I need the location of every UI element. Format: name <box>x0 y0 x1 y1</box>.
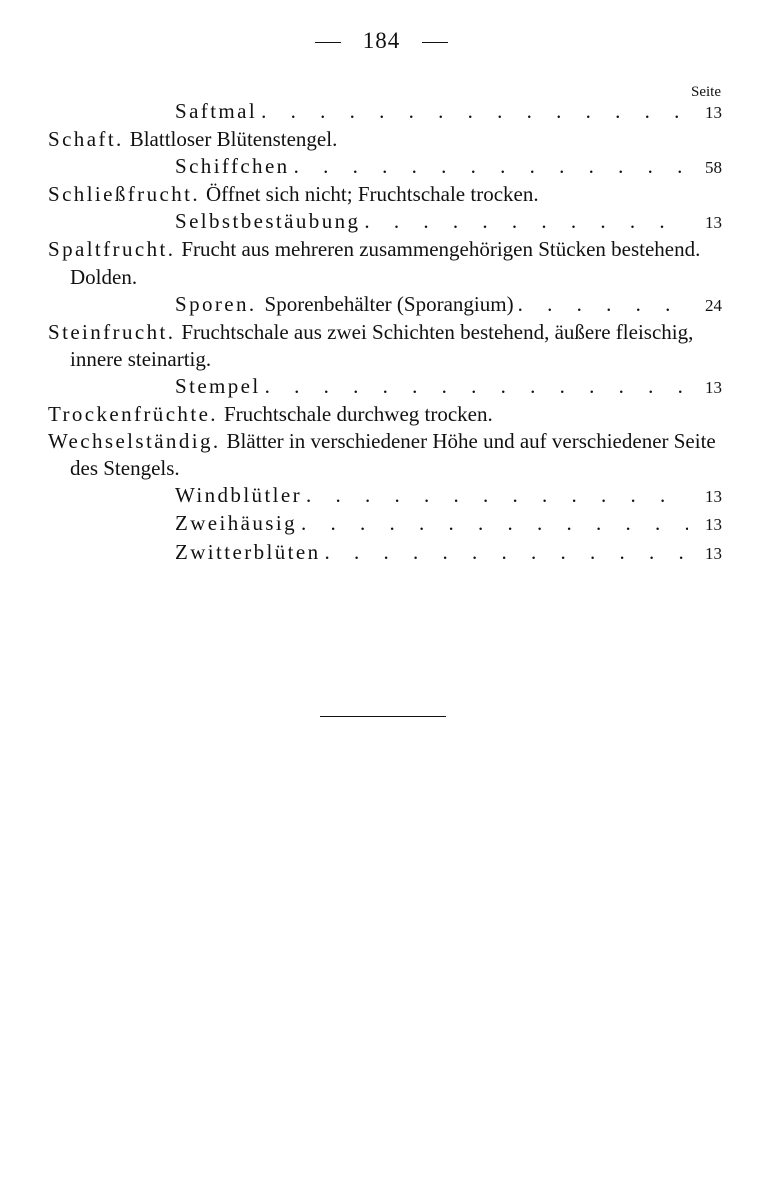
entry-definition: Blätter in verschiedener Höhe und auf verschiedener Seite des Stengels. <box>70 429 716 481</box>
entry-term: Zweihäusig <box>175 511 297 536</box>
index-entry <box>48 373 722 401</box>
index-entry <box>48 291 722 319</box>
entry-page-ref: 13 <box>705 487 722 507</box>
index-entry <box>48 98 722 126</box>
entry-term: Schließfrucht. <box>48 182 200 207</box>
definition-entry <box>48 181 722 208</box>
entry-page-ref: 13 <box>705 103 722 122</box>
entry-page-ref: 24 <box>705 295 722 315</box>
glossary-index <box>48 98 722 567</box>
entry-term: Stempel <box>175 373 261 398</box>
definition-entry <box>48 236 722 290</box>
entry-page-ref: 13 <box>705 543 722 563</box>
entry-term: Spaltfrucht. <box>48 237 176 262</box>
entry-term: Sporen. <box>175 291 257 316</box>
entry-definition: Öffnet sich nicht; Fruchtschale trocken. <box>205 182 539 207</box>
entry-page-ref: 13 <box>705 377 722 397</box>
entry-term: Saftmal <box>175 99 258 123</box>
entry-term: Selbstbestäubung <box>175 209 361 234</box>
page-number-value: 184 <box>362 28 401 53</box>
dot-leader <box>364 208 688 235</box>
definition-entry <box>48 126 722 153</box>
dot-leader <box>265 373 688 400</box>
entry-term: Steinfrucht. <box>48 319 176 344</box>
dot-leader <box>325 539 688 566</box>
entry-page-ref: 58 <box>705 158 722 178</box>
dot-leader <box>261 98 688 125</box>
entry-definition: Sporenbehälter (Sporangium) <box>264 291 514 316</box>
index-entry <box>48 539 722 567</box>
definition-entry <box>48 401 722 428</box>
entry-term: Schaft. <box>48 127 124 152</box>
entry-term: Trockenfrüchte. <box>48 402 218 427</box>
entry-definition: Frucht aus mehreren zusammengehörigen Stücken bestehend. Dolden. <box>70 237 701 289</box>
page-number <box>0 28 763 54</box>
page-number-dash-right <box>422 42 448 43</box>
index-entry <box>48 510 722 538</box>
definition-entry <box>48 428 722 482</box>
entry-definition: Fruchtschale aus zwei Schichten bestehend, äußere fleischig, innere steinartig. <box>70 319 694 371</box>
index-entry <box>48 208 722 236</box>
entry-definition: Blattloser Blütenstengel. <box>129 127 338 152</box>
entry-term: Zwitterblüten <box>175 539 321 564</box>
index-entry <box>48 482 722 510</box>
page-column-label: Seite <box>691 84 721 100</box>
dot-leader <box>306 482 688 509</box>
entry-term: Schiffchen <box>175 154 290 179</box>
definition-entry <box>48 319 722 373</box>
entry-term: Wechselständig. <box>48 429 221 454</box>
entry-page-ref: 13 <box>705 213 722 233</box>
entry-definition: Fruchtschale durchweg trocken. <box>223 402 493 427</box>
entry-page-ref: 13 <box>705 515 722 535</box>
page-number-dash-left <box>315 42 341 43</box>
dot-leader <box>518 291 688 318</box>
end-rule <box>320 716 446 717</box>
entry-term: Windblütler <box>175 483 303 508</box>
dot-leader <box>294 153 688 180</box>
dot-leader <box>301 510 688 537</box>
index-entry <box>48 153 722 181</box>
